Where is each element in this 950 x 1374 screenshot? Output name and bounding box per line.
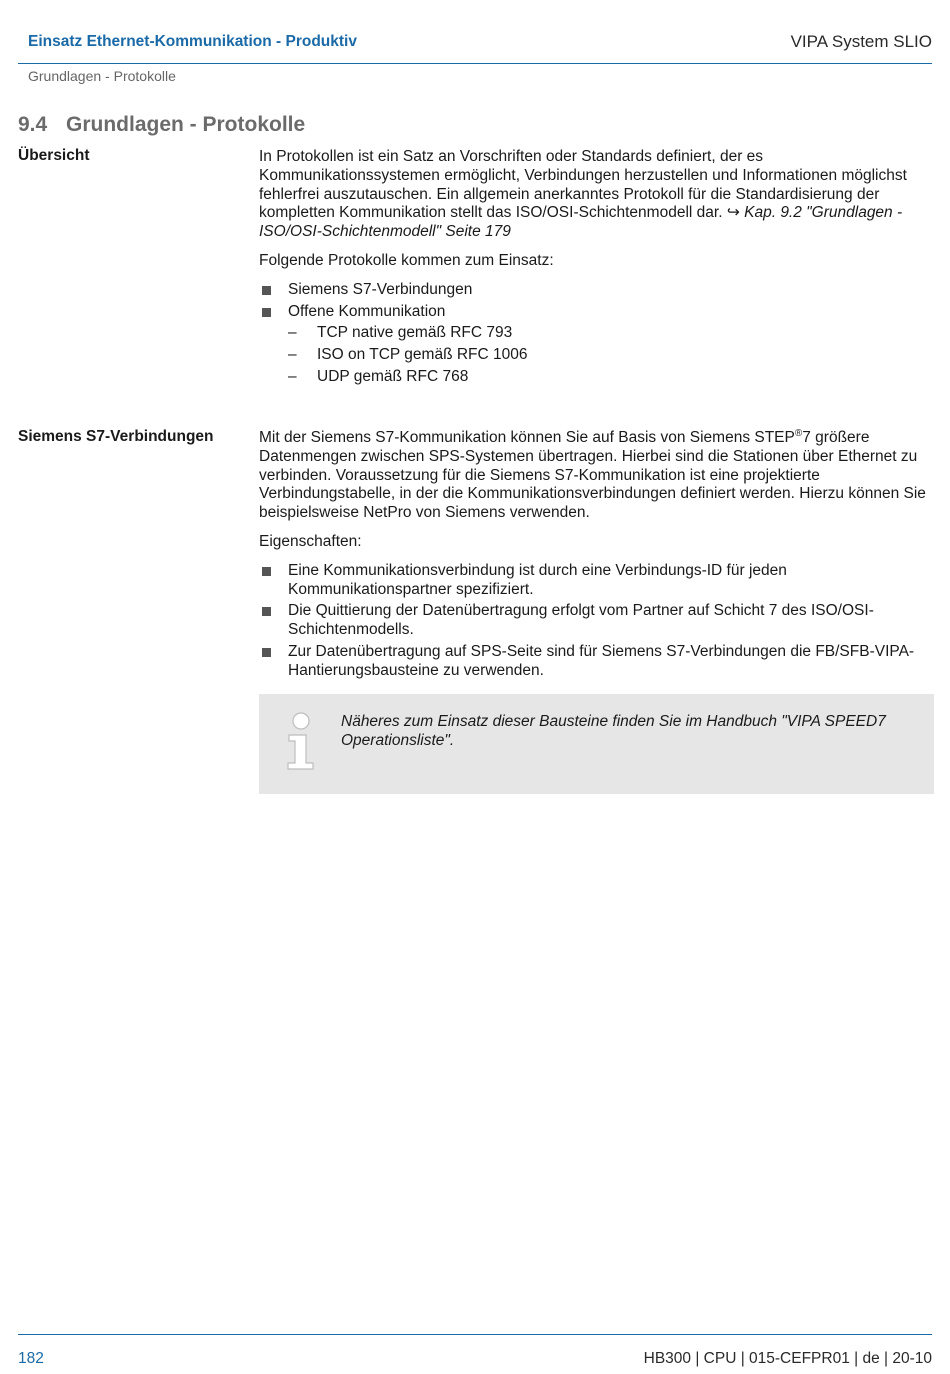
s7-intro <box>259 429 934 523</box>
overview-intro-text: In Protokollen ist ein Satz an Vorschriften oder Standards definiert, der es Kommunikationssystemen ermöglicht, Verbindungen herzustellen und Informationen möglichst fehlerfrei auszutauschen. Ein allgemein anerkanntes Protokoll für die Standardisierung der kompletten Kommunikation stellt das ISO/OSI-Schichtenmodell dar. <box>259 148 907 222</box>
section-number: 9.4 <box>18 113 48 136</box>
list-item: Die Quittierung der Datenübertragung erfolgt vom Partner auf Schicht 7 des ISO/OSI-Schichtenmodells. <box>259 602 934 640</box>
protocol-item-label: Siemens S7-Verbindungen <box>288 280 473 298</box>
s7-properties-list <box>259 562 934 681</box>
page-number: 182 <box>18 1350 44 1367</box>
section-title: Grundlagen - Protokolle <box>66 113 306 136</box>
overview-label: Übersicht <box>18 147 90 164</box>
list-item: – ISO on TCP gemäß RFC 1006 <box>288 346 934 365</box>
s7-properties-label: Eigenschaften: <box>259 532 362 550</box>
registered-mark: ® <box>794 427 803 439</box>
header-divider <box>18 63 932 64</box>
info-icon <box>281 712 321 770</box>
protocol-sublist <box>288 324 934 386</box>
overview-intro <box>259 148 934 242</box>
header-product-name: VIPA System SLIO <box>790 32 932 51</box>
protocol-list <box>259 281 934 387</box>
footer-divider <box>18 1334 932 1335</box>
s7-label: Siemens S7-Verbindungen <box>18 428 214 445</box>
header-subsection: Grundlagen - Protokolle <box>28 68 176 84</box>
header-chapter-title: Einsatz Ethernet-Kommunikation - Produktiv <box>28 33 357 50</box>
list-item: Zur Datenübertragung auf SPS-Seite sind für Siemens S7-Verbindungen die FB/SFB-VIPA-Hantierungsbausteine zu verwenden. <box>259 643 934 681</box>
s7-content <box>259 429 934 684</box>
protocol-item-label: Offene Kommunikation <box>288 302 446 320</box>
document-id: HB300 | CPU | 015-CEFPR01 | de | 20-10 <box>643 1350 932 1367</box>
s7-intro-text: Mit der Siemens S7-Kommunikation können Sie auf Basis von Siemens STEP <box>259 429 795 446</box>
list-item: – UDP gemäß RFC 768 <box>288 368 934 387</box>
s7-intro-text-cont: 7 größere Datenmengen zwischen SPS-Systemen übertragen. Hierbei sind die Stationen über Ethernet zu verbinden. Voraussetzung für die Siemens S7-Kommunikation ist eine projektierte Verbindungstabelle, in der die Kommunikationsverbindungen definiert werden. Hierzu können Sie beispielsweise NetPro von Siemens verwenden. <box>259 429 926 522</box>
list-item: Eine Kommunikationsverbindung ist durch eine Verbindungs-ID für jeden Kommunikationspartner spezifiziert. <box>259 562 934 600</box>
list-item: – TCP native gemäß RFC 793 <box>288 324 934 343</box>
cross-reference-arrow-icon: ↪ <box>726 204 740 222</box>
info-note <box>259 694 934 794</box>
section-heading <box>18 113 305 137</box>
cross-reference-link[interactable]: Kap. 9.2 "Grundlagen - ISO/OSI-Schichtenmodell" Seite 179 <box>259 204 903 241</box>
overview-content <box>259 148 934 390</box>
overview-lead: Folgende Protokolle kommen zum Einsatz: <box>259 251 554 269</box>
info-note-text: Näheres zum Einsatz dieser Bausteine finden Sie im Handbuch "VIPA SPEED7 Operationsliste". <box>341 713 886 749</box>
list-item <box>259 303 934 387</box>
list-item <box>259 281 934 300</box>
